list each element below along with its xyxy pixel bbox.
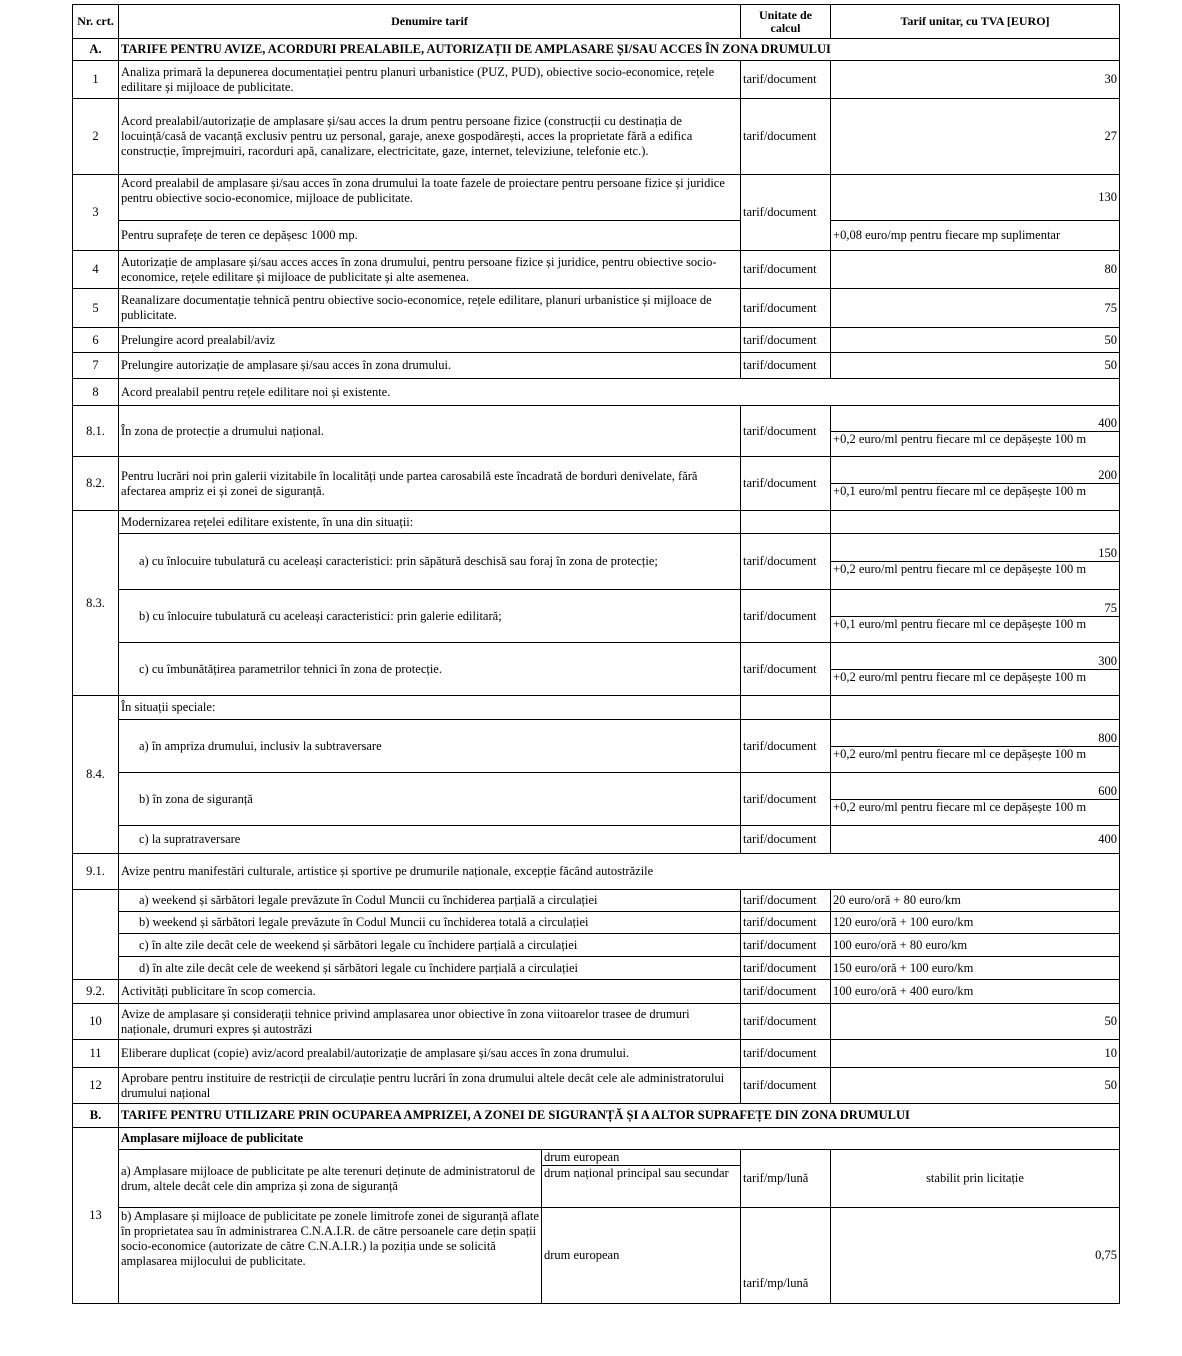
table-row [73, 696, 1120, 720]
row-tariff: 600 [831, 784, 1119, 800]
row-unit: tarif/document [741, 826, 831, 854]
table-row [73, 590, 1120, 643]
row-nr: 5 [73, 289, 119, 328]
row-tariff-extra: +0,2 euro/ml pentru fiecare ml ce depășește 100 m [833, 431, 1087, 446]
row-tariff: 50 [831, 1004, 1120, 1040]
row-nr: 9.2. [73, 980, 119, 1004]
row-tariff: 80 [831, 251, 1120, 289]
row-tariff: 0,75 [831, 1208, 1120, 1304]
row-unit: tarif/document [741, 1004, 831, 1040]
row-tariff-extra: +0,1 euro/ml pentru fiecare ml ce depășește 100 m [833, 484, 1087, 498]
row-nr: 6 [73, 328, 119, 353]
row-description: a) cu înlocuire tubulatură cu aceleași caracteristici: prin săpătură deschisă sau foraj în zona de protecție; [119, 534, 741, 590]
row-description: Acord prealabil/autorizație de amplasare și/sau acces la drum pentru persoane fizice (construcții cu destinația de locuință/casă de vacanță exclusiv pentru uz personal, garaje, anexe gospodărești, acces la proprietate fără a edifica construcție, împrejmuiri, racorduri apă, canalizare, electricitate, gaze, internet, televiziune, telefonie etc.). [119, 99, 741, 175]
row-nr: 8.3. [73, 511, 119, 696]
table-row [73, 854, 1120, 890]
row-nr: 7 [73, 353, 119, 379]
row-description: Prelungire autorizație de amplasare și/sau acces în zona drumului. [119, 353, 741, 379]
header-unit: Unitate de calcul [741, 5, 831, 39]
row-nr: 4 [73, 251, 119, 289]
row-tariff: 75 [831, 601, 1119, 617]
table-row [73, 61, 1120, 99]
row-tariff: 150 euro/oră + 100 euro/km [831, 957, 1120, 980]
table-row [73, 1208, 1120, 1304]
table-row [73, 720, 1120, 773]
road-type: drum european [542, 1208, 741, 1304]
row-description: a) Amplasare mijloace de publicitate pe alte terenuri deținute de administratorul de drum, altele decât cele din ampriza și zona de siguranță [119, 1150, 542, 1208]
row-nr: 8.1. [73, 406, 119, 457]
row-description: c) în alte zile decât cele de weekend și sărbători legale cu închidere parțială a circulației [119, 934, 741, 957]
section-a-title: TARIFE PENTRU AVIZE, ACORDURI PREALABILE, AUTORIZAȚII DE AMPLASARE ȘI/SAU ACCES ÎN ZONA DRUMULUI [119, 39, 1120, 61]
table-row [73, 773, 1120, 826]
row-unit: tarif/document [741, 590, 831, 643]
row-description: c) la supratraversare [119, 826, 741, 854]
table-row [73, 980, 1120, 1004]
section-a-code: A. [73, 39, 119, 61]
row-description: Analiza primară la depunerea documentației pentru planuri urbanistice (PUZ, PUD), obiective socio-economice, rețele edilitare și mijloace de publicitate. [119, 61, 741, 99]
table-row [73, 457, 1120, 511]
row-unit: tarif/document [741, 934, 831, 957]
row-tariff-extra: +0,1 euro/ml pentru fiecare ml ce depășește 100 m [833, 616, 1087, 631]
row-tariff-extra: +0,08 euro/mp pentru fiecare mp suplimentar [831, 221, 1120, 251]
table-row [73, 1004, 1120, 1040]
row-description: d) în alte zile decât cele de weekend și sărbători legale cu închidere parțială a circulației [119, 957, 741, 980]
table-row [73, 353, 1120, 379]
row-unit: tarif/document [741, 890, 831, 912]
table-row [73, 890, 1120, 912]
row-description: Avize pentru manifestări culturale, artistice și sportive pe drumurile naționale, excepție făcând autostrăzile [119, 854, 1120, 890]
row-nr: 12 [73, 1068, 119, 1104]
table-row [73, 912, 1120, 934]
section-b-row [73, 1104, 1120, 1128]
row-unit: tarif/document [741, 980, 831, 1004]
row-nr: 8 [73, 379, 119, 406]
row-nr: 8.2. [73, 457, 119, 511]
tariff-table [72, 4, 1120, 1304]
row-nr: 3 [73, 175, 119, 251]
road-type: drum european [542, 1150, 740, 1166]
row-tariff: 20 euro/oră + 80 euro/km [831, 890, 1120, 912]
row-unit: tarif/document [741, 353, 831, 379]
table-row [73, 289, 1120, 328]
row-description: a) în ampriza drumului, inclusiv la subtraversare [119, 720, 741, 773]
header-name: Denumire tarif [119, 5, 741, 39]
row-tariff-cell [831, 643, 1120, 696]
row-tariff: 27 [831, 99, 1120, 175]
row-description: c) cu îmbunătățirea parametrilor tehnici în zona de protecție. [119, 643, 741, 696]
row-tariff: 400 [831, 416, 1119, 432]
table-row [73, 379, 1120, 406]
row-description: Reanalizare documentație tehnică pentru obiective socio-economice, rețele edilitare, planuri urbanistice și mijloace de publicitate. [119, 289, 741, 328]
section-a-row [73, 39, 1120, 61]
row-tariff-empty [831, 511, 1120, 534]
row-unit: tarif/mp/lună [741, 1150, 831, 1208]
table-header-row [73, 5, 1120, 39]
row-tariff-cell [831, 406, 1120, 457]
row-description-extra: Pentru suprafețe de teren ce depășesc 1000 mp. [119, 221, 741, 251]
row-description: a) weekend și sărbători legale prevăzute în Codul Muncii cu închiderea parțială a circulației [119, 890, 741, 912]
row-title: Amplasare mijloace de publicitate [119, 1128, 1120, 1150]
row-unit-empty [741, 511, 831, 534]
row-nr: 11 [73, 1040, 119, 1068]
row-nr-empty [73, 890, 119, 980]
row-unit: tarif/document [741, 720, 831, 773]
row-unit: tarif/document [741, 957, 831, 980]
row-tariff: 120 euro/oră + 100 euro/km [831, 912, 1120, 934]
section-b-title: TARIFE PENTRU UTILIZARE PRIN OCUPAREA AMPRIZEI, A ZONEI DE SIGURANȚĂ ȘI A ALTOR SUPRAFEȚE DIN ZONA DRUMULUI [119, 1104, 1120, 1128]
row-description: Aprobare pentru instituire de restricții de circulație pentru lucrări în zona drumului altele decât cele ale administratorului drumului național [119, 1068, 741, 1104]
table-row [73, 221, 1120, 251]
row-tariff: 100 euro/oră + 80 euro/km [831, 934, 1120, 957]
row-unit: tarif/document [741, 289, 831, 328]
table-row [73, 406, 1120, 457]
row-tariff-extra: +0,2 euro/ml pentru fiecare ml ce depășește 100 m [833, 562, 1087, 576]
row-tariff: stabilit prin licitație [831, 1150, 1120, 1208]
row-tariff: 50 [831, 1068, 1120, 1104]
table-row [73, 957, 1120, 980]
row-description: Modernizarea rețelei edilitare existente, în una din situații: [119, 511, 741, 534]
road-type-cell [542, 1150, 741, 1208]
row-description: Prelungire acord prealabil/aviz [119, 328, 741, 353]
row-unit-empty [741, 696, 831, 720]
row-description: b) în zona de siguranță [119, 773, 741, 826]
row-tariff-extra: +0,2 euro/ml pentru fiecare ml ce depășește 100 m [833, 746, 1087, 761]
row-tariff: 400 [831, 826, 1120, 854]
table-row [73, 99, 1120, 175]
table-row [73, 511, 1120, 534]
row-tariff-cell [831, 457, 1120, 511]
row-unit: tarif/mp/lună [741, 1208, 831, 1304]
table-row [73, 934, 1120, 957]
row-unit: tarif/document [741, 1068, 831, 1104]
row-description: Activități publicitare în scop comercia. [119, 980, 741, 1004]
row-description: b) cu înlocuire tubulatură cu aceleași caracteristici: prin galerie edilitară; [119, 590, 741, 643]
row-tariff: 50 [831, 353, 1120, 379]
row-tariff-extra: +0,2 euro/ml pentru fiecare ml ce depășește 100 m [833, 799, 1087, 814]
header-tariff: Tarif unitar, cu TVA [EURO] [831, 5, 1120, 39]
row-description: b) weekend și sărbători legale prevăzute în Codul Muncii cu închiderea totală a circulației [119, 912, 741, 934]
row-tariff: 300 [831, 654, 1119, 670]
row-description: În situații speciale: [119, 696, 741, 720]
row-nr: 8.4. [73, 696, 119, 854]
table-row [73, 251, 1120, 289]
row-unit: tarif/document [741, 251, 831, 289]
row-description: În zona de protecție a drumului național. [119, 406, 741, 457]
row-description: Acord prealabil de amplasare și/sau acces în zona drumului la toate fazele de proiectare pentru persoane fizice și juridice pentru obiective socio-economice, mijloace de publicitate. [119, 175, 741, 221]
table-row [73, 1068, 1120, 1104]
row-tariff: 75 [831, 289, 1120, 328]
row-tariff: 10 [831, 1040, 1120, 1068]
row-unit: tarif/document [741, 1040, 831, 1068]
table-row [73, 534, 1120, 590]
table-row [73, 1040, 1120, 1068]
row-tariff: 30 [831, 61, 1120, 99]
row-tariff-extra: +0,2 euro/ml pentru fiecare ml ce depășește 100 m [833, 669, 1087, 684]
row-description: Acord prealabil pentru rețele edilitare noi și existente. [119, 379, 1120, 406]
row-unit: tarif/document [741, 773, 831, 826]
table-row [73, 643, 1120, 696]
row-tariff: 800 [831, 731, 1119, 747]
row-tariff-cell [831, 720, 1120, 773]
row-tariff: 100 euro/oră + 400 euro/km [831, 980, 1120, 1004]
table-row [73, 328, 1120, 353]
row-nr: 9.1. [73, 854, 119, 890]
row-description: b) Amplasare și mijloace de publicitate pe zonele limitrofe zonei de siguranță aflate în proprietatea sau în administrarea C.N.A.I.R. de către persoanele care dețin spații socio-economice (autorizate de către C.N.A.I.R.) la poziția unde se solicită amplasarea mijlocului de publicitate. [119, 1208, 542, 1304]
row-description: Eliberare duplicat (copie) aviz/acord prealabil/autorizație de amplasare și/sau acces în zona drumului. [119, 1040, 741, 1068]
row-unit: tarif/document [741, 61, 831, 99]
row-unit: tarif/document [741, 643, 831, 696]
row-tariff: 200 [831, 468, 1119, 484]
row-unit: tarif/document [741, 912, 831, 934]
row-unit: tarif/document [741, 175, 831, 251]
row-unit: tarif/document [741, 328, 831, 353]
table-row [73, 826, 1120, 854]
row-tariff-cell [831, 773, 1120, 826]
row-tariff: 150 [831, 546, 1119, 562]
row-nr: 10 [73, 1004, 119, 1040]
road-type: drum național principal sau secundar [544, 1166, 729, 1180]
row-nr: 1 [73, 61, 119, 99]
row-description: Pentru lucrări noi prin galerii vizitabile în localități unde partea carosabilă este încadrată de borduri denivelate, fără afectarea ampriz ei și zonei de siguranță. [119, 457, 741, 511]
row-tariff-cell [831, 590, 1120, 643]
row-unit: tarif/document [741, 99, 831, 175]
row-description: Avize de amplasare și considerații tehnice privind amplasarea unor obiective în zona viitoarelor trasee de drumuri naționale, drumuri expres și autostrăzi [119, 1004, 741, 1040]
row-tariff: 130 [831, 175, 1120, 221]
row-nr: 2 [73, 99, 119, 175]
header-nr: Nr. crt. [73, 5, 119, 39]
section-b-code: B. [73, 1104, 119, 1128]
table-row [73, 1128, 1120, 1150]
row-unit: tarif/document [741, 534, 831, 590]
row-nr: 13 [73, 1128, 119, 1304]
row-unit: tarif/document [741, 406, 831, 457]
row-description: Autorizație de amplasare și/sau acces acces în zona drumului, pentru persoane fizice și juridice, pentru obiective socio-economice, rețele edilitare și mijloace de publicitate și alte asemenea. [119, 251, 741, 289]
row-tariff: 50 [831, 328, 1120, 353]
row-tariff-cell [831, 534, 1120, 590]
table-row [73, 175, 1120, 221]
row-tariff-empty [831, 696, 1120, 720]
row-unit: tarif/document [741, 457, 831, 511]
table-row [73, 1150, 1120, 1208]
